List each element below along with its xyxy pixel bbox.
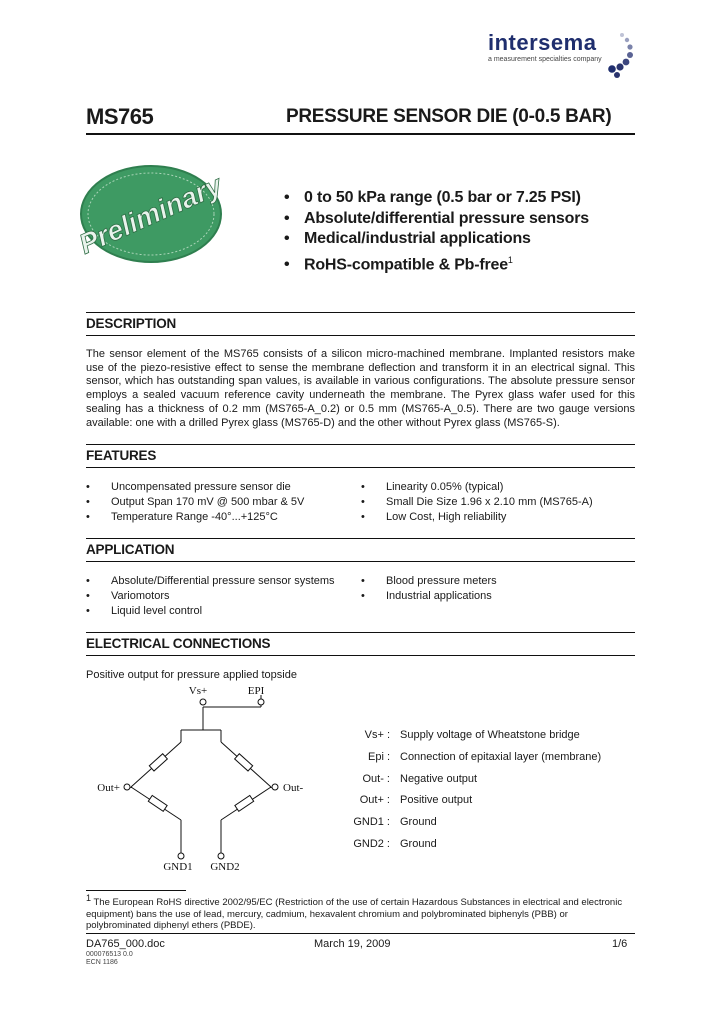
feature-item: • Output Span 170 mV @ 500 mbar & 5V xyxy=(86,495,304,510)
wheatstone-bridge-diagram xyxy=(86,680,336,870)
pin-label-vs: Vs+ xyxy=(188,685,208,697)
application-list-right xyxy=(361,574,497,604)
footer-rule xyxy=(86,933,635,934)
page-title: PRESSURE SENSOR DIE (0-0.5 BAR) xyxy=(286,106,612,127)
resistor-icon xyxy=(149,754,167,771)
application-item: • Absolute/Differential pressure sensor systems xyxy=(86,574,335,589)
section-rule xyxy=(86,655,635,656)
feature-item: • Linearity 0.05% (typical) xyxy=(361,480,593,495)
pin-label-gnd2: GND2 xyxy=(210,861,240,870)
footnote-mark: 1 xyxy=(86,893,92,903)
highlight-item: • RoHS-compatible & Pb-free$^1$ xyxy=(284,250,589,276)
section-rule xyxy=(86,312,635,313)
footnote-rule xyxy=(86,890,186,891)
terminal-gnd1-icon xyxy=(178,853,184,859)
highlight-item: • Medical/industrial applications xyxy=(284,229,589,250)
section-rule xyxy=(86,335,635,336)
pin-label-out-minus: Out- xyxy=(283,782,304,794)
footnote xyxy=(86,893,635,932)
description-text: The sensor element of the MS765 consists of a silicon micro-machined membrane. Implanted resistors make use of the piezo-resistive effect to sense the membrane deflection and transform it in an electrical signal. This sensor, which has outstanding span values, is available in various configurations. The absolute pressure sensor employs a sealed vacuum reference cavity underneath the membrane. The Pyrex glass wafer used for this sealing has a thickness of 0.2 mm (MS765-A_0.2) or 0.5 mm (MS765-A_0.5). There are two gauge versions available: one with a drilled Pyrex glass (MS765-D) and the other without Pyrex glass (MS765-S). xyxy=(86,348,635,429)
resistor-icon xyxy=(235,754,253,771)
application-list-left xyxy=(86,574,335,619)
legend-label: Vs+ : xyxy=(364,729,390,741)
footer-page-number: 1/6 xyxy=(612,938,628,950)
application-item: • Industrial applications xyxy=(361,589,497,604)
legend-text: Ground xyxy=(400,816,437,828)
section-rule xyxy=(86,632,635,633)
terminal-gnd2-icon xyxy=(218,853,224,859)
legend-text: Ground xyxy=(400,838,437,850)
footer-ecn: ECN 1186 xyxy=(86,959,118,966)
preliminary-stamp-text: Preliminary xyxy=(74,169,227,260)
company-tagline: a measurement specialties company xyxy=(488,56,602,63)
legend-text: Negative output xyxy=(400,773,478,785)
application-item: • Blood pressure meters xyxy=(361,574,497,589)
section-rule xyxy=(86,444,635,445)
feature-item: • Temperature Range -40°...+125°C xyxy=(86,510,304,525)
legend-label: GND1 : xyxy=(353,816,390,828)
legend-text: Supply voltage of Wheatstone bridge xyxy=(400,729,580,741)
footnote-text: The European RoHS directive 2002/95/EC (Restriction of the use of certain Hazardous Substances in electrical and electronic equipment) bans the use of lead, mercury, cadmium, hexavalent chromium and polybrominated biphenyls (PBB) or polybrominated diphenyl ethers (PBDE). xyxy=(86,897,623,932)
pin-label-epi: EPI xyxy=(247,685,265,697)
section-heading-application: APPLICATION xyxy=(86,542,175,557)
feature-item: • Low Cost, High reliability xyxy=(361,510,593,525)
legend-text: Positive output xyxy=(400,794,473,806)
header-rule xyxy=(86,133,635,135)
highlight-item: • 0 to 50 kPa range (0.5 bar or 7.25 PSI) xyxy=(284,188,589,209)
feature-item: • Uncompensated pressure sensor die xyxy=(86,480,304,495)
terminal-epi-icon xyxy=(258,699,264,705)
terminal-out-plus-icon xyxy=(124,784,130,790)
features-list-left xyxy=(86,480,304,525)
footnote-ref: 1 xyxy=(507,254,513,265)
circuit-caption: Positive output for pressure applied topside xyxy=(86,669,297,681)
section-heading-features: FEATURES xyxy=(86,448,157,463)
feature-item: • Small Die Size 1.96 x 2.10 mm (MS765-A) xyxy=(361,495,593,510)
pin-label-out-plus: Out+ xyxy=(97,782,120,794)
model-number: MS765 xyxy=(86,104,154,129)
section-rule xyxy=(86,467,635,468)
logo-dots-icon xyxy=(600,30,640,82)
legend-label: Out- : xyxy=(362,773,390,785)
application-item: • Liquid level control xyxy=(86,604,335,619)
application-item: • Variomotors xyxy=(86,589,335,604)
pin-label-gnd1: GND1 xyxy=(163,861,193,870)
resistor-icon xyxy=(235,795,254,811)
terminal-vs-icon xyxy=(200,699,206,705)
section-rule xyxy=(86,561,635,562)
legend-label: GND2 : xyxy=(353,838,390,850)
section-heading-electrical: ELECTRICAL CONNECTIONS xyxy=(86,636,271,651)
company-logo: intersema xyxy=(488,30,597,55)
terminal-out-minus-icon xyxy=(272,784,278,790)
footer-code: 000076513 0.0 xyxy=(86,951,133,958)
legend-label: Out+ : xyxy=(359,794,390,806)
section-rule xyxy=(86,538,635,539)
features-list-right xyxy=(361,480,593,525)
highlights-list xyxy=(284,188,589,275)
resistor-icon xyxy=(148,795,167,811)
footer-doc-name: DA765_000.doc xyxy=(86,938,165,950)
legend-text: Connection of epitaxial layer (membrane) xyxy=(400,751,602,763)
section-heading-description: DESCRIPTION xyxy=(86,316,177,331)
preliminary-stamp xyxy=(68,156,233,271)
highlight-item: • Absolute/differential pressure sensors xyxy=(284,209,589,230)
footer-date: March 19, 2009 xyxy=(314,938,391,950)
legend-label: Epi : xyxy=(367,751,390,763)
